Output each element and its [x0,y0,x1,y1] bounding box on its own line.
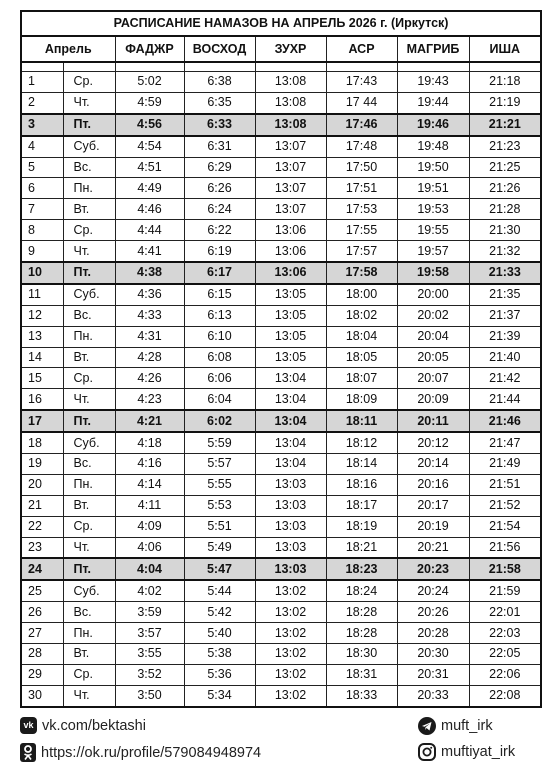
instagram-link[interactable] [418,743,515,761]
weekday-cell: Чт. [63,537,115,558]
isha-cell: 21:51 [469,474,541,495]
asr-cell: 17:57 [326,241,397,262]
asr-cell: 17:51 [326,178,397,199]
weekday-cell: Ср. [63,368,115,389]
sunrise-cell: 5:36 [184,664,255,685]
isha-cell: 21:30 [469,220,541,241]
day-cell: 25 [21,580,63,601]
weekday-cell: Чт. [63,389,115,410]
header-sunrise: ВОСХОД [184,36,255,62]
asr-cell: 18:14 [326,454,397,475]
table-row [21,474,541,495]
telegram-icon [418,717,436,735]
table-row [21,432,541,453]
maghrib-cell: 20:17 [397,495,469,516]
table-row [21,199,541,220]
asr-cell: 18:16 [326,474,397,495]
fajr-cell: 4:02 [115,580,184,601]
maghrib-cell: 19:46 [397,114,469,136]
fajr-cell: 4:46 [115,199,184,220]
asr-cell: 18:21 [326,537,397,558]
table-row [21,305,541,326]
zuhr-cell: 13:05 [255,305,326,326]
weekday-cell: Суб. [63,136,115,157]
isha-cell: 21:25 [469,157,541,178]
asr-cell: 18:23 [326,558,397,580]
sunrise-cell: 5:53 [184,495,255,516]
maghrib-cell: 20:23 [397,558,469,580]
isha-cell: 21:21 [469,114,541,136]
sunrise-cell: 6:33 [184,114,255,136]
isha-cell: 21:40 [469,347,541,368]
weekday-cell: Пн. [63,326,115,347]
weekday-cell: Ср. [63,220,115,241]
schedule-rows [21,62,541,707]
weekday-cell: Вт. [63,495,115,516]
fajr-cell: 4:36 [115,284,184,305]
day-cell: 4 [21,136,63,157]
fajr-cell: 4:38 [115,262,184,284]
table-row [21,602,541,623]
sunrise-cell: 6:15 [184,284,255,305]
isha-cell: 21:49 [469,454,541,475]
day-cell: 20 [21,474,63,495]
asr-cell: 18:30 [326,644,397,665]
maghrib-cell: 19:58 [397,262,469,284]
day-cell: 14 [21,347,63,368]
fajr-cell: 4:28 [115,347,184,368]
day-cell: 18 [21,432,63,453]
isha-cell: 21:59 [469,580,541,601]
asr-cell: 18:31 [326,664,397,685]
day-cell: 7 [21,199,63,220]
asr-cell: 17:58 [326,262,397,284]
weekday-cell: Суб. [63,284,115,305]
asr-cell: 17:43 [326,72,397,93]
sunrise-cell: 5:34 [184,685,255,706]
asr-cell: 18:17 [326,495,397,516]
asr-cell: 17:48 [326,136,397,157]
isha-cell: 21:39 [469,326,541,347]
fajr-cell: 4:59 [115,92,184,113]
zuhr-cell: 13:02 [255,580,326,601]
isha-cell: 21:54 [469,516,541,537]
fajr-cell: 3:50 [115,685,184,706]
weekday-cell: Пн. [63,474,115,495]
sunrise-cell: 5:38 [184,644,255,665]
prayer-schedule-table [20,10,542,708]
isha-cell: 21:58 [469,558,541,580]
weekday-cell: Пт. [63,558,115,580]
header-asr: АСР [326,36,397,62]
header-month: Апрель [21,36,115,62]
fajr-cell: 3:52 [115,664,184,685]
asr-cell: 18:33 [326,685,397,706]
sunrise-cell: 6:35 [184,92,255,113]
sunrise-cell: 6:13 [184,305,255,326]
maghrib-cell: 20:05 [397,347,469,368]
zuhr-cell: 13:02 [255,664,326,685]
table-row [21,644,541,665]
day-cell: 24 [21,558,63,580]
sunrise-cell: 6:17 [184,262,255,284]
sunrise-cell: 6:24 [184,199,255,220]
maghrib-cell: 19:50 [397,157,469,178]
fajr-cell: 4:18 [115,432,184,453]
zuhr-cell: 13:02 [255,644,326,665]
weekday-cell: Вс. [63,305,115,326]
zuhr-cell: 13:07 [255,199,326,220]
maghrib-cell: 20:11 [397,410,469,432]
fajr-cell: 5:02 [115,72,184,93]
fajr-cell: 4:21 [115,410,184,432]
fajr-cell: 4:56 [115,114,184,136]
isha-cell: 22:06 [469,664,541,685]
weekday-cell: Вс. [63,454,115,475]
day-cell: 11 [21,284,63,305]
zuhr-cell: 13:08 [255,72,326,93]
sunrise-cell: 6:10 [184,326,255,347]
table-row [21,685,541,706]
table-row [21,454,541,475]
sunrise-cell: 6:26 [184,178,255,199]
day-cell: 27 [21,623,63,644]
weekday-cell: Чт. [63,92,115,113]
table-row [21,72,541,93]
day-cell: 2 [21,92,63,113]
asr-cell: 18:09 [326,389,397,410]
weekday-cell: Ср. [63,72,115,93]
day-cell: 23 [21,537,63,558]
zuhr-cell: 13:04 [255,389,326,410]
day-cell: 15 [21,368,63,389]
day-cell: 26 [21,602,63,623]
day-cell: 13 [21,326,63,347]
isha-cell: 21:44 [469,389,541,410]
day-cell: 19 [21,454,63,475]
fajr-cell: 4:51 [115,157,184,178]
table-row [21,114,541,136]
maghrib-cell: 19:57 [397,241,469,262]
maghrib-cell: 20:02 [397,305,469,326]
instagram-icon [418,743,436,761]
fajr-cell: 4:04 [115,558,184,580]
table-row [21,326,541,347]
asr-cell: 18:04 [326,326,397,347]
isha-cell: 21:56 [469,537,541,558]
isha-cell: 21:52 [469,495,541,516]
weekday-cell: Ср. [63,516,115,537]
isha-cell: 22:05 [469,644,541,665]
isha-cell: 21:28 [469,199,541,220]
maghrib-cell: 20:16 [397,474,469,495]
zuhr-cell: 13:05 [255,284,326,305]
table-row [21,410,541,432]
header-gap [21,62,541,72]
asr-cell: 17:46 [326,114,397,136]
vk-icon: vk [20,717,37,734]
header-zuhr: ЗУХР [255,36,326,62]
sunrise-cell: 5:40 [184,623,255,644]
weekday-cell: Пт. [63,262,115,284]
weekday-cell: Суб. [63,580,115,601]
weekday-cell: Вс. [63,602,115,623]
maghrib-cell: 19:48 [397,136,469,157]
odnoklassniki-icon [20,743,36,762]
asr-cell: 18:02 [326,305,397,326]
weekday-cell: Пт. [63,114,115,136]
weekday-cell: Ср. [63,664,115,685]
weekday-cell: Пн. [63,623,115,644]
maghrib-cell: 20:21 [397,537,469,558]
asr-cell: 18:07 [326,368,397,389]
zuhr-cell: 13:07 [255,157,326,178]
zuhr-cell: 13:04 [255,454,326,475]
weekday-cell: Вт. [63,347,115,368]
maghrib-cell: 20:12 [397,432,469,453]
footer-contacts [20,707,540,765]
maghrib-cell: 20:14 [397,454,469,475]
maghrib-cell: 20:00 [397,284,469,305]
isha-cell: 21:37 [469,305,541,326]
header-isha: ИША [469,36,541,62]
day-cell: 30 [21,685,63,706]
isha-cell: 21:32 [469,241,541,262]
zuhr-cell: 13:02 [255,602,326,623]
header-fajr: ФАДЖР [115,36,184,62]
isha-cell: 22:08 [469,685,541,706]
isha-cell: 21:42 [469,368,541,389]
zuhr-cell: 13:05 [255,347,326,368]
sunrise-cell: 5:47 [184,558,255,580]
asr-cell: 18:05 [326,347,397,368]
zuhr-cell: 13:07 [255,136,326,157]
fajr-cell: 4:11 [115,495,184,516]
fajr-cell: 4:49 [115,178,184,199]
isha-cell: 21:46 [469,410,541,432]
zuhr-cell: 13:03 [255,537,326,558]
maghrib-cell: 20:24 [397,580,469,601]
weekday-cell: Вт. [63,199,115,220]
sunrise-cell: 6:19 [184,241,255,262]
day-cell: 21 [21,495,63,516]
fajr-cell: 4:54 [115,136,184,157]
maghrib-cell: 20:30 [397,644,469,665]
sunrise-cell: 6:29 [184,157,255,178]
day-cell: 17 [21,410,63,432]
maghrib-cell: 20:07 [397,368,469,389]
sunrise-cell: 6:04 [184,389,255,410]
zuhr-cell: 13:02 [255,623,326,644]
day-cell: 28 [21,644,63,665]
asr-cell: 18:00 [326,284,397,305]
isha-cell: 21:33 [469,262,541,284]
day-cell: 9 [21,241,63,262]
sunrise-cell: 5:42 [184,602,255,623]
fajr-cell: 4:06 [115,537,184,558]
isha-cell: 21:26 [469,178,541,199]
zuhr-cell: 13:06 [255,262,326,284]
table-row [21,347,541,368]
maghrib-cell: 20:33 [397,685,469,706]
day-cell: 10 [21,262,63,284]
maghrib-cell: 19:53 [397,199,469,220]
asr-cell: 18:19 [326,516,397,537]
ok-text: https://ok.ru/profile/579084948974 [41,744,262,761]
zuhr-cell: 13:04 [255,432,326,453]
table-row [21,537,541,558]
day-cell: 6 [21,178,63,199]
asr-cell: 18:28 [326,602,397,623]
day-cell: 22 [21,516,63,537]
sunrise-cell: 6:31 [184,136,255,157]
isha-cell: 21:19 [469,92,541,113]
asr-cell: 18:11 [326,410,397,432]
day-cell: 12 [21,305,63,326]
fajr-cell: 4:33 [115,305,184,326]
sunrise-cell: 5:59 [184,432,255,453]
table-row [21,558,541,580]
weekday-cell: Чт. [63,685,115,706]
isha-cell: 22:03 [469,623,541,644]
weekday-cell: Пн. [63,178,115,199]
maghrib-cell: 20:09 [397,389,469,410]
sunrise-cell: 5:51 [184,516,255,537]
maghrib-cell: 20:28 [397,623,469,644]
zuhr-cell: 13:03 [255,474,326,495]
weekday-cell: Вс. [63,157,115,178]
weekday-cell: Суб. [63,432,115,453]
fajr-cell: 4:26 [115,368,184,389]
zuhr-cell: 13:04 [255,410,326,432]
day-cell: 16 [21,389,63,410]
zuhr-cell: 13:06 [255,241,326,262]
zuhr-cell: 13:05 [255,326,326,347]
isha-cell: 22:01 [469,602,541,623]
fajr-cell: 4:31 [115,326,184,347]
sunrise-cell: 5:57 [184,454,255,475]
zuhr-cell: 13:08 [255,114,326,136]
vk-text: vk.com/bektashi [42,717,146,734]
instagram-text: muftiyat_irk [441,744,516,760]
maghrib-cell: 19:44 [397,92,469,113]
fajr-cell: 4:16 [115,454,184,475]
day-cell: 29 [21,664,63,685]
table-row [21,368,541,389]
zuhr-cell: 13:08 [255,92,326,113]
sunrise-cell: 5:44 [184,580,255,601]
day-cell: 3 [21,114,63,136]
isha-cell: 21:47 [469,432,541,453]
schedule-sheet [20,10,540,708]
table-row [21,157,541,178]
vk-link[interactable] [20,717,146,734]
asr-cell: 17:53 [326,199,397,220]
table-row [21,495,541,516]
table-row [21,580,541,601]
page-title: РАСПИСАНИЕ НАМАЗОВ НА АПРЕЛЬ 2026 г. (Иркутск) [21,11,541,36]
fajr-cell: 4:09 [115,516,184,537]
asr-cell: 18:28 [326,623,397,644]
table-row [21,516,541,537]
maghrib-cell: 20:26 [397,602,469,623]
sunrise-cell: 6:38 [184,72,255,93]
maghrib-cell: 20:19 [397,516,469,537]
fajr-cell: 4:23 [115,389,184,410]
weekday-cell: Пт. [63,410,115,432]
day-cell: 8 [21,220,63,241]
maghrib-cell: 19:55 [397,220,469,241]
table-row [21,664,541,685]
maghrib-cell: 19:51 [397,178,469,199]
zuhr-cell: 13:06 [255,220,326,241]
isha-cell: 21:23 [469,136,541,157]
table-row [21,136,541,157]
isha-cell: 21:18 [469,72,541,93]
table-row [21,284,541,305]
sunrise-cell: 5:49 [184,537,255,558]
asr-cell: 17:55 [326,220,397,241]
telegram-text: muft_irk [441,718,493,734]
day-cell: 1 [21,72,63,93]
zuhr-cell: 13:04 [255,368,326,389]
maghrib-cell: 20:04 [397,326,469,347]
fajr-cell: 4:44 [115,220,184,241]
ok-link[interactable] [20,743,261,762]
asr-cell: 17 44 [326,92,397,113]
zuhr-cell: 13:03 [255,495,326,516]
table-row [21,241,541,262]
zuhr-cell: 13:07 [255,178,326,199]
table-row [21,220,541,241]
sunrise-cell: 6:02 [184,410,255,432]
asr-cell: 18:12 [326,432,397,453]
fajr-cell: 4:14 [115,474,184,495]
day-cell: 5 [21,157,63,178]
table-row [21,623,541,644]
table-row [21,262,541,284]
maghrib-cell: 19:43 [397,72,469,93]
asr-cell: 18:24 [326,580,397,601]
table-row [21,92,541,113]
fajr-cell: 3:55 [115,644,184,665]
fajr-cell: 3:59 [115,602,184,623]
maghrib-cell: 20:31 [397,664,469,685]
table-row [21,178,541,199]
zuhr-cell: 13:03 [255,516,326,537]
weekday-cell: Чт. [63,241,115,262]
zuhr-cell: 13:02 [255,685,326,706]
table-row [21,389,541,410]
asr-cell: 17:50 [326,157,397,178]
fajr-cell: 4:41 [115,241,184,262]
telegram-link[interactable] [418,717,493,735]
fajr-cell: 3:57 [115,623,184,644]
header-maghrib: МАГРИБ [397,36,469,62]
isha-cell: 21:35 [469,284,541,305]
sunrise-cell: 6:08 [184,347,255,368]
sunrise-cell: 5:55 [184,474,255,495]
zuhr-cell: 13:03 [255,558,326,580]
sunrise-cell: 6:06 [184,368,255,389]
weekday-cell: Вт. [63,644,115,665]
sunrise-cell: 6:22 [184,220,255,241]
